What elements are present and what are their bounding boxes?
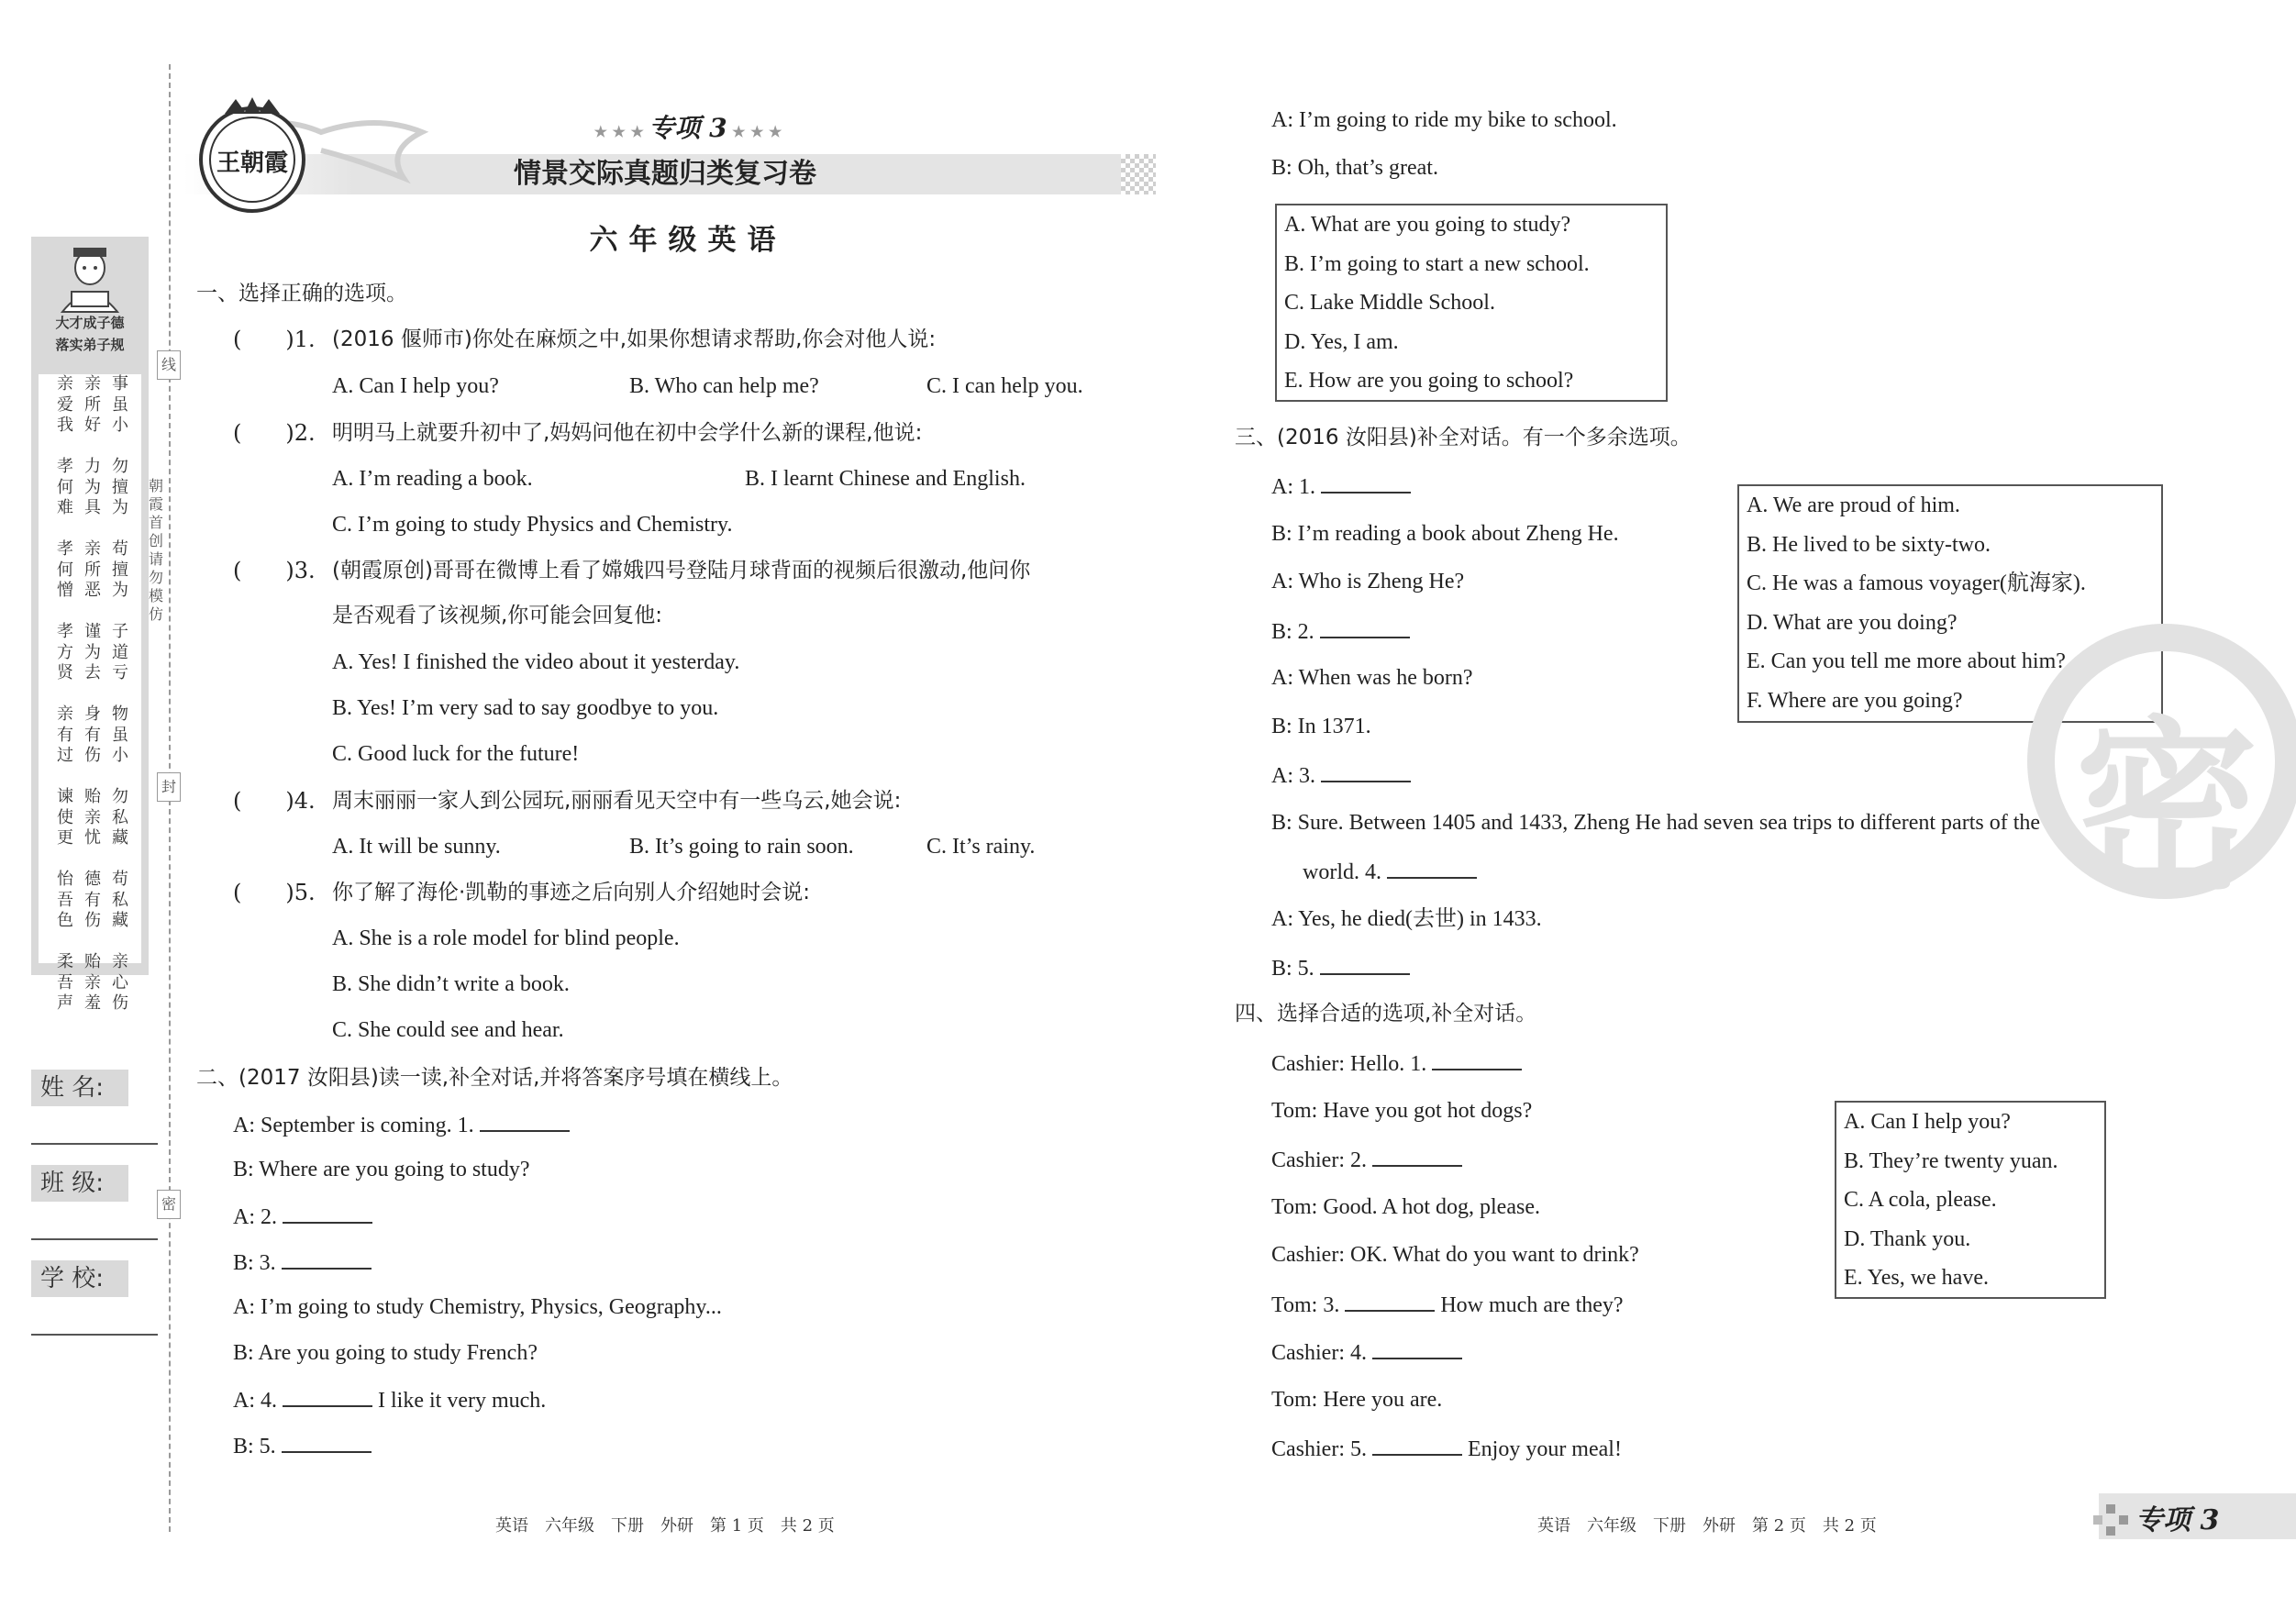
section3-line <box>1271 471 1411 501</box>
section4-line-text: Cashier: 2. <box>1271 1148 1372 1172</box>
section3-heading: 三、(2016 汝阳县)补全对话。有一个多余选项。 <box>1235 426 1691 449</box>
section3-line <box>1271 616 1410 646</box>
section2-option[interactable]: E. How are you going to school? <box>1284 369 1574 393</box>
sidebar-verse: 亲爱我 <box>57 374 73 435</box>
sidebar-verse: 勿擅为 <box>112 457 128 517</box>
q1-stem: (2016 偃师市)你处在麻烦之中,如果你想请求帮助,你会对他人说: <box>332 327 937 351</box>
answer-blank[interactable] <box>1432 1048 1522 1070</box>
q5-option-b[interactable]: B. She didn’t write a book. <box>332 972 570 996</box>
section4-line <box>1271 1193 1540 1221</box>
sidebar-verse: 子道亏 <box>112 622 128 682</box>
sidebar-verse: 亲心伤 <box>112 952 128 1013</box>
footer-page-2: 英语 六年级 下册 外研 第 2 页 共 2 页 <box>1537 1516 1877 1536</box>
q3-stem: (朝霞原创)哥哥在微博上看了嫦娥四号登陆月球背面的视频后很激动,他问你 <box>332 559 1031 582</box>
sidebar-motto: 大才成子德 落实弟子规 <box>55 315 125 353</box>
answer-blank[interactable] <box>283 1202 372 1224</box>
section2-line <box>233 1431 372 1460</box>
section4-heading: 四、选择合适的选项,补全对话。 <box>1235 1002 1537 1026</box>
sidebar-verse: 苟擅为 <box>112 539 128 600</box>
section4-line-text: Cashier: Hello. 1. <box>1271 1052 1433 1076</box>
q5-option-c[interactable]: C. She could see and hear. <box>332 1018 564 1042</box>
q1-option-b[interactable]: B. Who can help me? <box>629 374 819 398</box>
section2-line-text: A: September is coming. 1. <box>233 1114 480 1137</box>
sidebar-verse: 亲所好 <box>84 374 101 435</box>
school-label: 学 校: <box>31 1260 128 1297</box>
section4-line-text: Tom: Good. A hot dog, please. <box>1271 1194 1540 1219</box>
q4-option-a[interactable]: A. It will be sunny. <box>332 835 501 859</box>
answer-blank[interactable] <box>1372 1434 1462 1456</box>
section3-line <box>1271 520 1619 548</box>
sidebar-verse: 柔吾声 <box>57 952 73 1013</box>
section2-line <box>233 1156 529 1183</box>
section4-line-text: Tom: Have you got hot dogs? <box>1271 1098 1533 1123</box>
section2-line <box>233 1385 546 1414</box>
q4-option-b[interactable]: B. It’s going to rain soon. <box>629 835 854 859</box>
section4-line <box>1271 1048 1522 1078</box>
section4-options-box <box>1835 1101 2106 1299</box>
answer-blank[interactable] <box>1387 857 1477 879</box>
section4-line <box>1271 1434 1622 1463</box>
sidebar-verse: 谨为去 <box>84 622 101 682</box>
section2-heading: 二、(2017 汝阳县)读一读,补全对话,并将答案序号填在横线上。 <box>196 1066 793 1090</box>
section3-option[interactable]: E. Can you tell me more about him? <box>1747 649 2066 673</box>
sidebar-verse: 德有伤 <box>84 870 101 930</box>
section4-option[interactable]: C. A cola, please. <box>1844 1188 1997 1212</box>
section3-line-text: A: Yes, he died(去世) in 1433. <box>1271 906 1542 931</box>
q3-option-b[interactable]: B. Yes! I’m very sad to say goodbye to you. <box>332 696 719 720</box>
q3-option-c[interactable]: C. Good luck for the future! <box>332 742 580 766</box>
section2-line-text: B: 5. <box>233 1435 282 1458</box>
section4-line-text: Tom: 3. <box>1271 1292 1346 1317</box>
q5-option-a[interactable]: A. She is a role model for blind people. <box>332 926 680 950</box>
sidebar-verse: 贻亲忧 <box>84 787 101 848</box>
corner-series-label: 专项 3 <box>2135 1504 2220 1536</box>
section4-option[interactable]: D. Thank you. <box>1844 1226 1971 1251</box>
sidebar-verse: 勿私藏 <box>112 787 128 848</box>
section3-option[interactable]: B. He lived to be sixty-two. <box>1747 532 1991 557</box>
q4-stem: 周末丽丽一家人到公园玩,丽丽看见天空中有一些乌云,她会说: <box>332 789 902 813</box>
q3-number[interactable]: ( )3. <box>233 558 316 583</box>
section2-line <box>233 1202 372 1231</box>
seal-mark-line: 线 <box>157 350 181 380</box>
section3-line <box>1271 568 1464 595</box>
section3-line-text: A: Who is Zheng He? <box>1271 570 1465 593</box>
section3-line-text: B: Sure. Between 1405 and 1433, Zheng He had seven sea trips to different parts of the <box>1271 810 2041 835</box>
section4-line <box>1271 1145 1462 1174</box>
q2-number[interactable]: ( )2. <box>233 420 316 446</box>
q3-stem-cont: 是否观看了该视频,你可能会回复他: <box>332 604 663 627</box>
section3-line-text: A: 1. <box>1271 475 1321 499</box>
q4-option-c[interactable]: C. It’s rainy. <box>926 835 1036 859</box>
q4-number[interactable]: ( )4. <box>233 788 316 814</box>
q2-option-c[interactable]: C. I’m going to study Physics and Chemistry. <box>332 513 733 537</box>
name-field[interactable] <box>31 1143 158 1145</box>
section2-line <box>1271 154 1438 182</box>
section2-line-text: B: Are you going to study French? <box>233 1341 538 1365</box>
section3-line-text: A: 3. <box>1271 764 1321 788</box>
answer-blank[interactable] <box>282 1431 372 1453</box>
q1-number[interactable]: ( )1. <box>233 327 316 352</box>
section4-line <box>1271 1337 1462 1367</box>
sidebar-verse: 亲有过 <box>57 704 73 765</box>
section4-option[interactable]: B. They’re twenty yuan. <box>1844 1148 2058 1173</box>
seal-mark-seal: 封 <box>157 772 181 802</box>
name-label: 姓 名: <box>31 1070 128 1106</box>
section3-line <box>1271 809 2040 837</box>
section3-line-text: world. 4. <box>1303 860 1387 884</box>
section4-line-text: Cashier: 4. <box>1271 1341 1372 1365</box>
section3-line <box>1271 713 1371 740</box>
sidebar-verse: 苟私藏 <box>112 870 128 930</box>
answer-blank[interactable] <box>1372 1145 1462 1167</box>
corner-pattern-icon <box>2093 1504 2130 1536</box>
section4-line <box>1271 1241 1639 1269</box>
section3-line <box>1303 857 1477 886</box>
section3-option[interactable]: D. What are you doing? <box>1747 610 1958 635</box>
section4-line <box>1271 1290 1624 1319</box>
answer-blank[interactable] <box>1345 1290 1435 1312</box>
section3-line-text: B: In 1371. <box>1271 714 1371 738</box>
section4-option[interactable]: E. Yes, we have. <box>1844 1266 1989 1290</box>
seal-mark-secret: 密 <box>157 1190 181 1219</box>
logo-text: 王朝霞 <box>216 150 289 177</box>
page-title: 情景交际真题归类复习卷 <box>514 158 816 190</box>
section4-line-text: Cashier: OK. What do you want to drink? <box>1271 1243 1639 1267</box>
sidebar-verse: 孝何憎 <box>57 539 73 600</box>
section3-line <box>1271 664 1473 692</box>
sidebar-verse: 孝何难 <box>57 457 73 517</box>
answer-blank[interactable] <box>1320 616 1410 638</box>
section4-line-text: Cashier: 5. <box>1271 1437 1372 1461</box>
section3-line-text: B: 2. <box>1271 619 1320 644</box>
section3-line <box>1271 905 1542 933</box>
q5-number[interactable]: ( )5. <box>233 880 316 905</box>
section3-line <box>1271 760 1411 790</box>
section2-line-text: A: I’m going to study Chemistry, Physics, Geography... <box>233 1295 722 1319</box>
section4-option[interactable]: A. Can I help you? <box>1844 1110 2011 1134</box>
section2-options-box <box>1275 204 1668 402</box>
series-label: ★ ★ ★ 专项 3 ★ ★ ★ <box>593 113 782 143</box>
answer-blank[interactable] <box>1321 760 1411 782</box>
section4-line-tail: Enjoy your meal! <box>1461 1437 1622 1461</box>
section1-heading: 一、选择正确的选项。 <box>196 282 407 305</box>
answer-blank[interactable] <box>283 1385 372 1407</box>
school-field[interactable] <box>31 1334 158 1336</box>
sidebar-verse: 谏使更 <box>57 787 73 848</box>
answer-blank[interactable] <box>282 1248 372 1270</box>
q1-option-c[interactable]: C. I can help you. <box>926 374 1083 398</box>
answer-blank[interactable] <box>480 1110 570 1132</box>
section3-line-text: B: 5. <box>1271 957 1320 981</box>
q2-stem: 明明马上就要升初中了,妈妈问他在初中会学什么新的课程,他说: <box>332 421 923 445</box>
section4-line-text: Tom: Here you are. <box>1271 1387 1443 1412</box>
section3-option[interactable]: A. We are proud of him. <box>1747 494 1960 517</box>
section2-line-tail: I like it very much. <box>372 1389 547 1413</box>
subject-title: 六年级英语 <box>589 224 787 257</box>
section4-line <box>1271 1386 1442 1414</box>
section2-option[interactable]: B. I’m going to start a new school. <box>1284 251 1590 276</box>
vertical-note-text: 朝霞首创 请勿模仿 <box>148 477 163 623</box>
section2-line <box>233 1248 372 1277</box>
section2-line-text: B: Where are you going to study? <box>233 1158 530 1181</box>
sidebar-verse: 怡吾色 <box>57 870 73 930</box>
q5-stem: 你了解了海伦·凯勒的事迹之后向别人介绍她时会说: <box>332 881 811 904</box>
section2-line-text: B: 3. <box>233 1251 282 1275</box>
q2-option-a[interactable]: A. I’m reading a book. <box>332 467 533 491</box>
section2-option[interactable]: C. Lake Middle School. <box>1284 291 1495 315</box>
section2-line-text: A: 2. <box>233 1205 283 1229</box>
sidebar-verse: 力为具 <box>84 457 101 517</box>
section4-line-tail: How much are they? <box>1435 1292 1624 1317</box>
section4-line <box>1271 1097 1532 1125</box>
answer-blank[interactable] <box>1372 1337 1462 1359</box>
section2-line <box>233 1293 722 1321</box>
sidebar-verse: 身有伤 <box>84 704 101 765</box>
section2-line <box>233 1339 538 1367</box>
section3-option[interactable]: F. Where are you going? <box>1747 688 1963 713</box>
q1-option-a[interactable]: A. Can I help you? <box>332 374 499 398</box>
scholar-figure-icon <box>46 240 134 314</box>
section2-line-text: A: 4. <box>233 1389 283 1413</box>
sidebar-verse: 事虽小 <box>112 374 128 435</box>
section2-option[interactable]: D. Yes, I am. <box>1284 329 1399 354</box>
watermark-seal: 密 <box>2075 701 2259 915</box>
section2-line-text: A: I’m going to ride my bike to school. <box>1271 108 1617 132</box>
section2-line-text: B: Oh, that’s great. <box>1271 156 1438 180</box>
section3-line <box>1271 953 1410 982</box>
class-label: 班 级: <box>31 1165 128 1202</box>
vertical-note <box>145 477 167 624</box>
section3-option[interactable]: C. He was a famous voyager(航海家). <box>1747 571 2086 595</box>
answer-blank[interactable] <box>1321 471 1411 494</box>
section2-line <box>1271 106 1617 134</box>
section3-line-text: B: I’m reading a book about Zheng He. <box>1271 521 1619 546</box>
section3-line-text: A: When was he born? <box>1271 666 1473 690</box>
section2-option[interactable]: A. What are you going to study? <box>1284 213 1571 237</box>
answer-blank[interactable] <box>1320 953 1410 975</box>
sidebar-verse: 贻亲羞 <box>84 952 101 1013</box>
q3-option-a[interactable]: A. Yes! I finished the video about it yesterday. <box>332 650 740 674</box>
sidebar-verse: 孝方贤 <box>57 622 73 682</box>
sidebar-verse: 亲所恶 <box>84 539 101 600</box>
class-field[interactable] <box>31 1238 158 1240</box>
sidebar-verse: 物虽小 <box>112 704 128 765</box>
section2-line <box>233 1110 570 1139</box>
footer-page-1: 英语 六年级 下册 外研 第 1 页 共 2 页 <box>495 1516 835 1536</box>
q2-option-b[interactable]: B. I learnt Chinese and English. <box>745 467 1026 491</box>
